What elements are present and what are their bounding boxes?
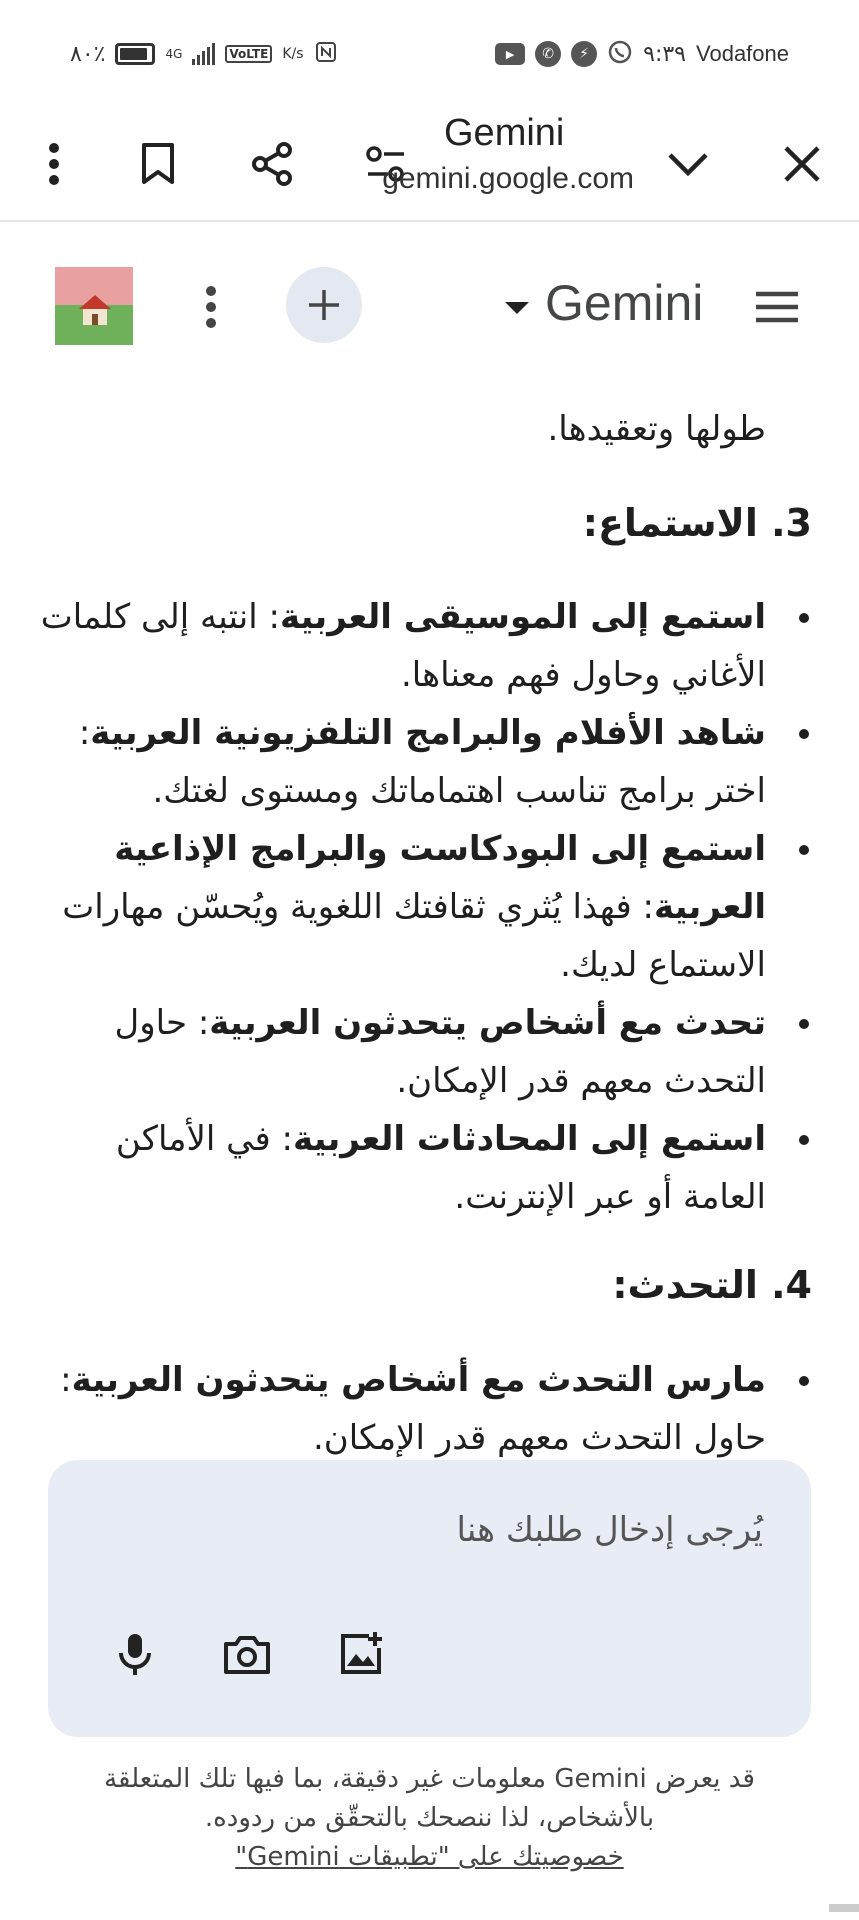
section-3-list [39,588,819,1226]
menu-icon[interactable] [752,282,802,332]
list-item: شاهد الأفلام والبرامج التلفزيونية العربية: اختر برامج تناسب اهتماماتك ومستوى لغتك. [39,704,819,820]
status-bar [0,0,859,108]
gemini-title[interactable]: Gemini [545,275,704,331]
disclaimer [60,1760,799,1877]
chevron-down-icon[interactable] [660,136,716,192]
carrier-name: Vodafone [696,41,789,66]
more-options-icon[interactable] [26,136,82,192]
model-dropdown-caret-icon[interactable] [505,302,529,314]
page-url[interactable]: gemini.google.com [382,162,634,195]
messenger-icon: ⚡ [571,41,597,67]
disclaimer-text: قد يعرض Gemini معلومات غير دقيقة، بما فيها تلك المتعلقة بالأشخاص، لذا ننصحك بالتحقّق من ردوده. [104,1764,755,1833]
prompt-input[interactable]: يُرجى إدخال طلبك هنا [456,1510,763,1550]
speed-unit: K/s [282,46,304,62]
battery-percent: ٨٠٪ [70,41,106,67]
youtube-icon: ▶ [495,43,525,65]
battery-icon [115,43,155,65]
section-4-list [39,1351,819,1467]
add-image-icon[interactable] [332,1625,390,1683]
bookmark-icon[interactable] [130,136,186,192]
more-options-icon[interactable] [196,282,226,332]
prompt-input-box[interactable] [48,1460,811,1737]
avatar[interactable] [55,267,133,345]
nfc-icon [314,40,338,69]
share-icon[interactable] [244,136,300,192]
list-item: استمع إلى البودكاست والبرامج الإذاعية العربية: فهذا يُثري ثقافتك اللغوية ويُحسّن مهارات الاستماع لديك. [39,820,819,994]
whatsapp-icon [607,39,633,70]
list-item: استمع إلى المحادثات العربية: في الأماكن العامة أو عبر الإنترنت. [39,1110,819,1226]
plus-icon [306,287,342,323]
new-chat-button[interactable] [286,267,362,343]
list-item: مارس التحدث مع أشخاص يتحدثون العربية: حاول التحدث معهم قدر الإمكان. [39,1351,819,1467]
section-3-title: 3. الاستماع: [582,501,812,545]
text-fragment: طولها وتعقيدها. [547,409,766,449]
viber-icon: ✆ [535,41,561,67]
gemini-header [0,222,859,386]
signal-icon [192,43,215,65]
status-right [495,39,789,70]
close-icon[interactable] [774,136,830,192]
section-4-title: 4. التحدث: [612,1263,812,1307]
volte-badge: VoLTE [225,45,272,63]
response-content [0,386,859,1461]
privacy-link[interactable]: خصوصيتك على "تطبيقات Gemini" [235,1842,624,1872]
microphone-icon[interactable] [106,1625,164,1683]
browser-toolbar [0,108,859,222]
clock: ٩:٣٩ [643,41,687,67]
network-type: 4G [165,47,183,61]
list-item: تحدث مع أشخاص يتحدثون العربية: حاول التحدث معهم قدر الإمكان. [39,994,819,1110]
scroll-indicator [829,1904,859,1912]
camera-icon[interactable] [218,1625,276,1683]
page-title: Gemini [444,112,565,154]
list-item: استمع إلى الموسيقى العربية: انتبه إلى كلمات الأغاني وحاول فهم معناها. [39,588,819,704]
status-left [70,40,338,69]
